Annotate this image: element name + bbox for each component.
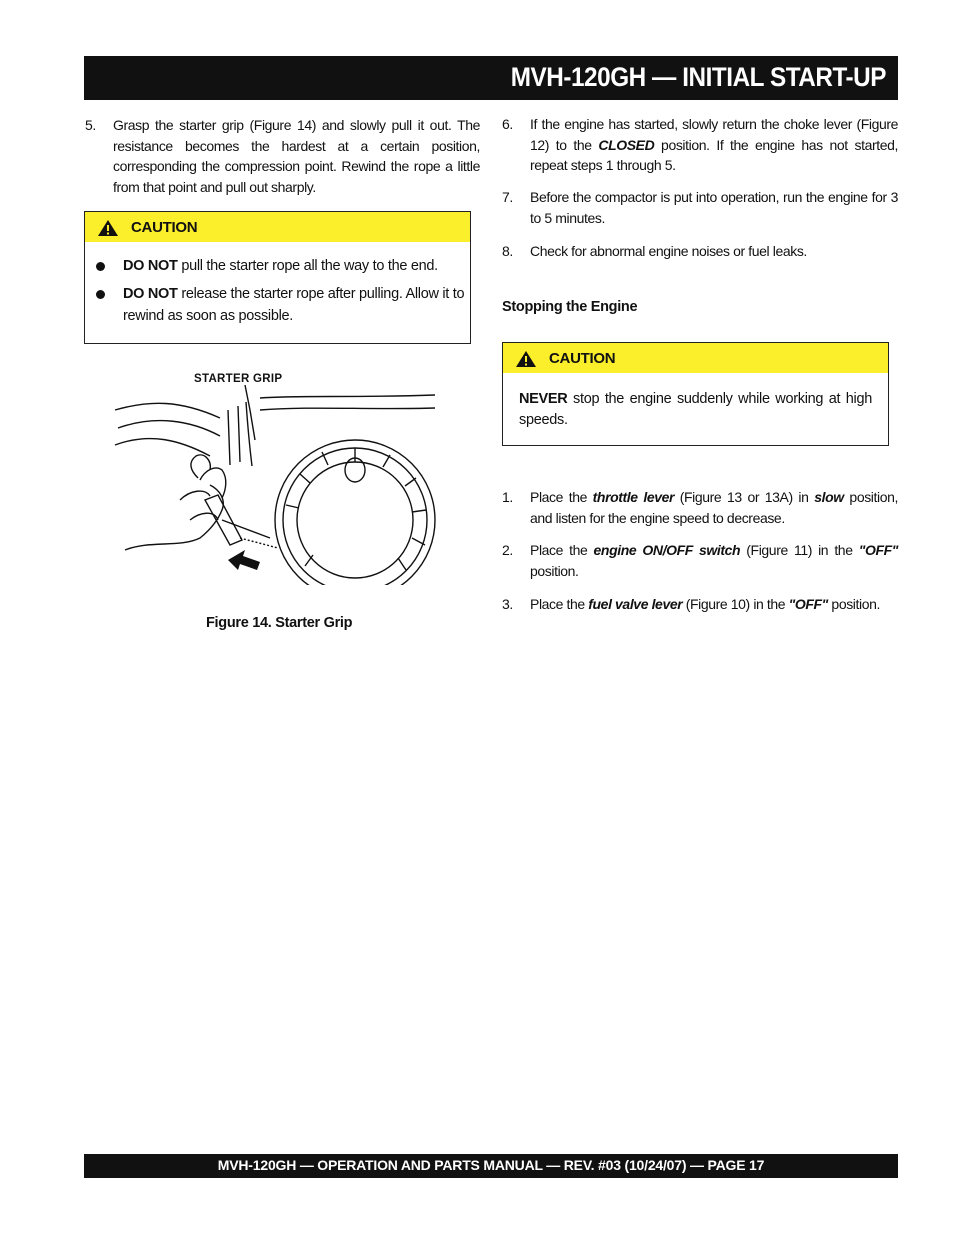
emphasis-engine-switch: engine ON/OFF switch [593,542,741,558]
step-number: 3. [502,596,513,612]
text-part: Place the [530,489,593,505]
caution-header [85,212,470,242]
step-number: 2. [502,542,513,558]
text-part: (Figure 13 or 13A) in [674,489,815,505]
text-part: (Figure 11) in the [740,542,859,558]
caution-label: CAUTION [131,219,198,236]
bullet-text: pull the starter rope all the way to the end. [177,258,438,274]
step-text [530,114,898,176]
page-header-bar [84,56,898,100]
caution-box-starter [84,211,471,344]
caution-header [503,343,888,373]
emphasis-fuel-valve: fuel valve lever [588,596,683,612]
text-part: position. If the engine has not started, repeat steps 1 through 5. [530,136,898,173]
step-text [530,540,898,581]
text-part: (Figure 10) in the [682,596,789,612]
section-heading-stopping: Stopping the Engine [502,299,638,315]
step-text: Grasp the starter grip (Figure 14) and slowly pull it out. The resistance becomes the hardest at a certain position, corresponding the compression point. Rewind the rope a little from that point and pull out sharply. [113,117,480,195]
bullet-text: release the starter rope after pulling. Allow it to rewind as soon as possible. [123,286,465,324]
bullet-strong: DO NOT [123,258,178,274]
starter-grip-illustration [110,370,440,585]
step-text [530,594,898,615]
page-title: MVH-120GH — INITIAL START-UP [510,62,886,92]
page-footer-bar [84,1154,898,1178]
text-part: Place the [530,542,594,558]
text-part: Place the [530,596,589,612]
caution-box-stopping [502,342,889,446]
figure-caption: Figure 14. Starter Grip [206,615,353,631]
step-number: 7. [502,189,513,205]
emphasis-closed: CLOSED [598,136,655,153]
step-text [530,487,898,528]
emphasis-slow: slow [814,489,844,505]
caution-text [519,389,872,431]
figure-label: STARTER GRIP [194,373,283,385]
caution-rest: stop the engine suddenly while working at high speeds. [519,391,872,428]
text-part: position. [530,562,579,579]
step-number: 1. [502,489,513,505]
caution-label: CAUTION [549,350,616,367]
step-number: 6. [502,116,513,132]
figure-starter-grip [110,370,440,585]
footer-text: MVH-120GH — OPERATION AND PARTS MANUAL — REV. #03 (10/24/07) — PAGE 17 [217,1157,765,1173]
step-number: 5. [85,117,96,133]
step-text: Before the compactor is put into operation, run the engine for 3 to 5 minutes. [530,189,898,226]
text-part: position, and listen for the engine speed to decrease. [530,489,898,526]
step-number: 8. [502,243,513,259]
warning-triangle-icon [97,219,119,237]
bullet-strong: DO NOT [123,286,178,302]
warning-triangle-icon [515,350,537,368]
text-part: position. [827,596,880,612]
step-text: Check for abnormal engine noises or fuel leaks. [530,243,807,259]
emphasis-off: "OFF" [788,596,828,612]
emphasis-throttle-lever: throttle lever [592,489,675,505]
caution-strong: NEVER [519,391,568,407]
bullet-icon [96,290,105,299]
bullet-icon [96,262,105,271]
text-part: If the engine has started, slowly return the choke lever (Figure 12) to the [530,116,898,153]
emphasis-off: "OFF" [858,542,898,558]
